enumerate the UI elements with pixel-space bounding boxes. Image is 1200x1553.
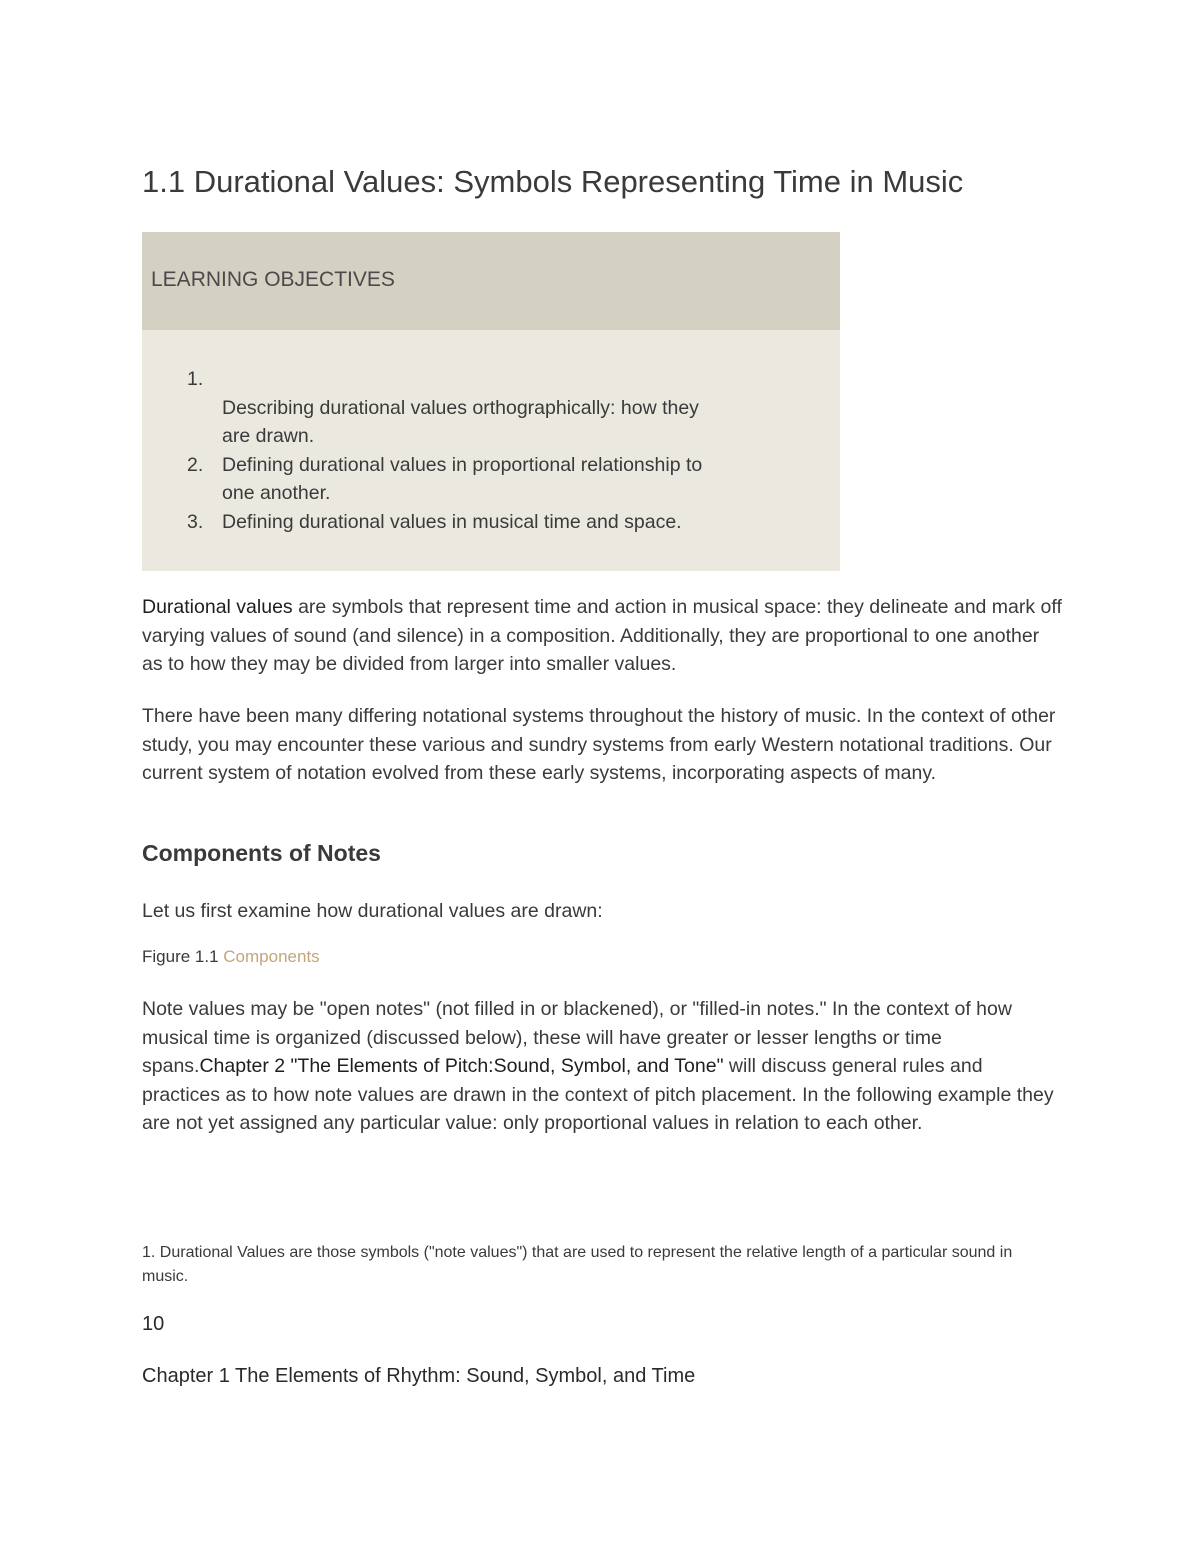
objective-number: 1.: [187, 368, 204, 390]
objective-number: 3.: [187, 510, 204, 533]
intro-paragraph: [142, 593, 1062, 679]
note-values-text-2: will discuss general rules and practices as to how note values are drawn in the context of pitch placement. In the following example they are not yet assigned any particular value: only proportional values in relation to each other.: [142, 1055, 1054, 1135]
learning-objectives-box: [142, 232, 840, 571]
page-number: 10: [142, 1313, 165, 1335]
learning-objectives-body: [142, 330, 840, 571]
footnote: 1. Durational Values are those symbols ("note values") that are used to represent the relative length of a particular sound in music.: [142, 1244, 1013, 1285]
section-heading: Components of Notes: [142, 840, 381, 866]
note-values-paragraph: [142, 995, 1062, 1138]
objective-text: Defining durational values in proportional relationship to one another.: [222, 453, 703, 505]
page-title: 1.1 Durational Values: Symbols Representing Time in Music: [142, 164, 964, 199]
figure-link[interactable]: Components: [223, 947, 320, 966]
note-values-text-1: Note values may be "open notes" (not filled in or blackened), or "filled-in notes." In the context of how musical time is organized (discussed below), these will have greater or lesser lengths or time spans.: [142, 998, 1012, 1078]
objective-text: Defining durational values in musical time and space.: [222, 510, 682, 533]
history-paragraph: There have been many differing notational systems throughout the history of music. In the context of other study, you may encounter these various and sundry systems from early Western notational traditions. Our current system of notation evolved from these early systems, incorporating aspects of many.: [142, 705, 1056, 785]
objective-item: [142, 508, 722, 537]
figure-label: Figure 1.1: [142, 947, 219, 966]
intro-paragraph-text: are symbols that represent time and action in musical space: they delineate and mark off varying values of sound (and silence) in a composition. Additionally, they are proportional to one another as to how they may be divided from larger into smaller values.: [142, 596, 1062, 676]
objective-item: [142, 365, 722, 451]
examine-paragraph: Let us first examine how durational values are drawn:: [142, 900, 603, 922]
figure-caption: [142, 947, 320, 967]
objective-number: 2.: [187, 453, 204, 476]
chapter-2-reference[interactable]: Chapter 2 "The Elements of Pitch:Sound, Symbol, and Tone": [199, 1055, 724, 1078]
learning-objectives-heading: LEARNING OBJECTIVES: [142, 232, 840, 330]
objective-text: Describing durational values orthographically: how they are drawn.: [222, 396, 699, 448]
objective-item: [142, 451, 722, 508]
running-footer: Chapter 1 The Elements of Rhythm: Sound, Symbol, and Time: [142, 1365, 696, 1387]
learning-objectives-list: [142, 365, 840, 537]
durational-values-term: Durational values: [142, 596, 293, 618]
